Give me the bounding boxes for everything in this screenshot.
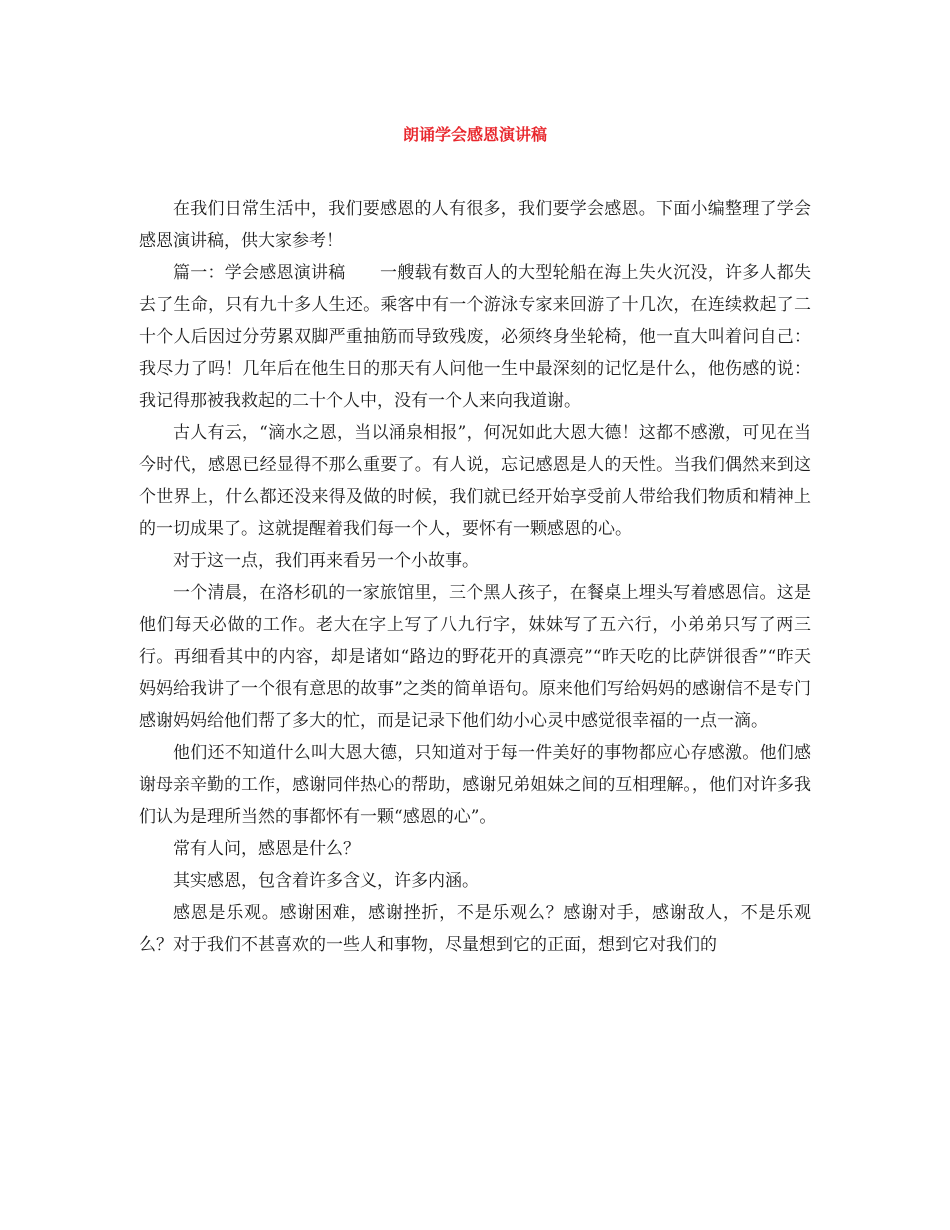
document-body	[139, 193, 811, 961]
paragraph-los-angeles: 一个清晨，在洛杉矶的一家旅馆里，三个黑人孩子，在餐桌上埋头写着感恩信。这是他们每天必做的工作。老大在字上写了八九行字，妹妹写了五六行，小弟弟只写了两三行。再细看其中的内容，却是诸如“路边的野花开的真漂亮”“昨天吃的比萨饼很香”“昨天妈妈给我讲了一个很有意思的故事”之类的简单语句。原来他们写给妈妈的感谢信不是专门感谢妈妈给他们帮了多大的忙，而是记录下他们幼小心灵中感觉很幸福的一点一滴。	[139, 583, 811, 731]
paragraph-question: 常有人问，感恩是什么？	[173, 839, 360, 859]
document-title: 朗诵学会感恩演讲稿	[402, 125, 547, 144]
paragraph-meaning: 其实感恩，包含着许多含义，许多内涵。	[173, 871, 479, 891]
paragraph-optimism: 感恩是乐观。感谢困难，感谢挫折，不是乐观么？感谢对手，感谢敌人，不是乐观么？对于我们不甚喜欢的一些人和事物，尽量想到它的正面，想到它对我们的	[139, 903, 811, 955]
paragraph-story-ship: 篇一：学会感恩演讲稿 一艘载有数百人的大型轮船在海上失火沉没，许多人都失去了生命，只有九十多人生还。乘客中有一个游泳专家来回游了十几次，在连续救起了二十个人后因过分劳累双脚严重抽筋而导致残废，必须终身坐轮椅，他一直大叫着问自己：我尽力了吗！几年后在他生日的那天有人问他一生中最深刻的记忆是什么，他伤感的说：我记得那被我救起的二十个人中，没有一个人来向我道谢。	[139, 263, 811, 411]
paragraph-intro: 在我们日常生活中，我们要感恩的人有很多，我们要学会感恩。下面小编整理了学会感恩演讲稿，供大家参考！	[139, 199, 811, 251]
paragraph-ancient-saying: 古人有云，“滴水之恩，当以涌泉相报”，何况如此大恩大德！这都不感激，可见在当今时代，感恩已经显得不那么重要了。有人说，忘记感恩是人的天性。当我们偶然来到这个世界上，什么都还没来得及做的时候，我们就已经开始享受前人带给我们物质和精神上的一切成果了。这就提醒着我们每一个人，要怀有一颗感恩的心。	[139, 423, 811, 539]
paragraph-another-story: 对于这一点，我们再来看另一个小故事。	[173, 551, 479, 571]
paragraph-gratitude-heart: 他们还不知道什么叫大恩大德，只知道对于每一件美好的事物都应心存感激。他们感谢母亲辛勤的工作，感谢同伴热心的帮助，感谢兄弟姐妹之间的互相理解。，他们对许多我们认为是理所当然的事都怀有一颗“感恩的心”。	[139, 743, 811, 827]
